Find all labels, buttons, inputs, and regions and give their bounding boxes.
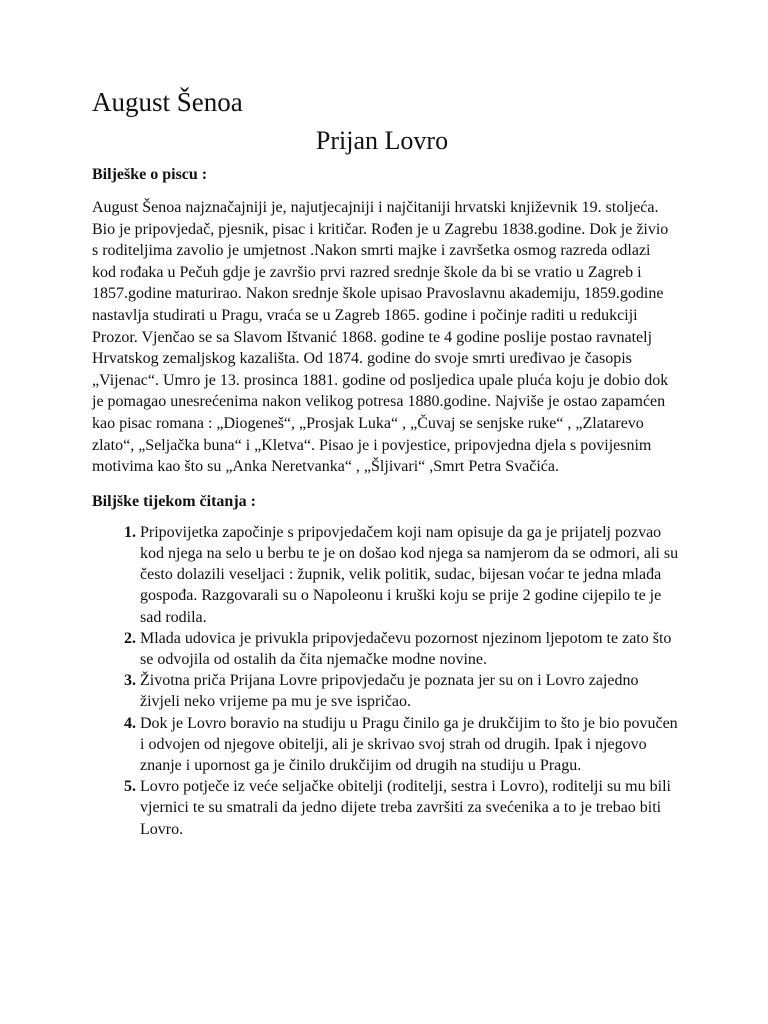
story-title: Prijan Lovro: [315, 126, 449, 155]
list-item: 3. Životna priča Prijana Lovre pripovjedaču je poznata jer su on i Lovro zajedno živjeli neko vrijeme pa mu je sve ispričao.: [140, 670, 680, 712]
document-page: [92, 84, 682, 840]
list-item: 1. Pripovijetka započinje s pripovjedačem koji nam opisuje da ga je prijatelj pozvao kod njega na selo u berbu te je on došao kod njega sa namjerom da se odmori, ali su često dolazili veseljaci : župnik, velik politik, sudac, bijesan voćar te jedna mlađa gospođa. Razgovarali su o Napoleonu i kruški koju se prije 2 godine cijepilo te je sad rodila.: [140, 522, 680, 628]
list-item: 5. Lovro potječe iz veće seljačke obitelji (roditelji, sestra i Lovro), roditelji su mu bili vjernici te su smatrali da jedno dijete treba završiti za svećenika a to je trebao biti Lovro.: [140, 776, 680, 840]
notes-list: [92, 522, 680, 840]
bio-paragraph: August Šenoa najznačajniji je, najutjecajniji i najčitaniji hrvatski književnik 19. stoljeća. Bio je pripovjedač, pjesnik, pisac i kritičar. Rođen je u Zagrebu 1838.godine. Dok je živio s roditeljima zavolio je umjetnost .Nakon smrti majke i završetka osmog razreda odlazi kod rođaka u Pečuh gdje je završio prvi razred srednje škole da bi se vratio u Zagreb i 1857.godine maturirao. Nakon srednje škole upisao Pravoslavnu akademiju, 1859.godine nastavlja studirati u Pragu, vraća se u Zagreb 1865. godine i počinje raditi u redukciji Prozor. Vjenčao se sa Slavom Ištvanić 1868. godine te 4 godine poslije postao ravnatelj Hrvatskog zemaljskog kazališta. Od 1874. godine do svoje smrti uređivao je časopis „Vijenac“. Umro je 13. prosinca 1881. godine od posljedica upale pluća koju je dobio dok je pomagao unesrećenima nakon velikog potresa 1880.godine. Najviše je ostao zapamćen kao pisac romana : „Diogeneš“, „Prosjak Luka“ , „Čuvaj se senjske ruke“ , „Zlatarevo zlato“, „Seljačka buna“ i „Kletva“. Pisao je i povjestice, pripovjedna djela s povijesnim motivima kao što su „Anka Neretvanka“ , „Šljivari“ ,Smrt Petra Svačića.: [92, 199, 669, 476]
list-item: 4. Dok je Lovro boravio na studiju u Pragu činilo ga je drukčijim to što je bio povučen i odvojen od njegove obitelji, ali je skrivao svoj strah od drugih. Ipak i njegovo znanje i upornost ga je činilo drukčijim od drugih na studiju u Pragu.: [140, 713, 680, 777]
bio-heading: Bilješke o piscu :: [92, 166, 208, 183]
list-item: 2. Mlada udovica je privukla pripovjedačevu pozornost njezinom ljepotom te zato što se odvojila od ostalih da čita njemačke modne novine.: [140, 628, 680, 670]
notes-heading: Biljške tijekom čitanja :: [92, 492, 256, 510]
author-name: August Šenoa: [92, 87, 243, 117]
